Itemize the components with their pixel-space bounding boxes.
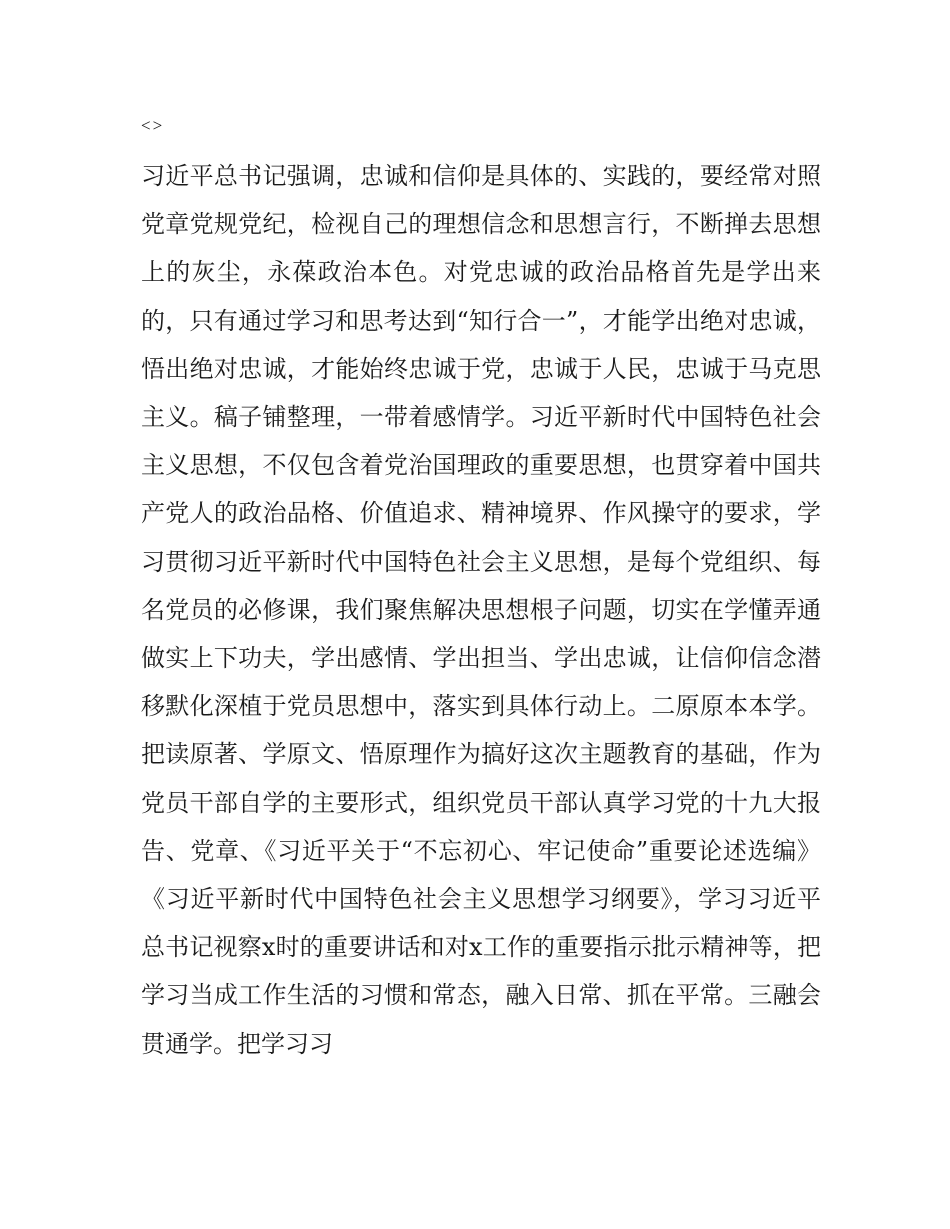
body-paragraph: 习近平总书记强调，忠诚和信仰是具体的、实践的，要经常对照党章党规党纪，检视自己的理想信念和思想言行，不断掸去思想上的灰尘，永葆政治本色。对党忠诚的政治品格首先是学出来的，只有通过学习和思考达到“知行合一”，才能学出绝对忠诚，悟出绝对忠诚，才能始终忠诚于党，忠诚于人民，忠诚于马克思主义。稿子铺整理，一带着感情学。习近平新时代中国特色社会主义思想，不仅包含着党治国理政的重要思想，也贯穿着中国共产党人的政治品格、价值追求、精神境界、作风操守的要求，学习贯彻习近平新时代中国特色社会主义思想，是每个党组织、每名党员的必修课，我们聚焦解决思想根子问题，切实在学懂弄通做实上下功夫，学出感情、学出担当、学出忠诚，让信仰信念潜移默化深植于党员思想中，落实到具体行动上。二原原本本学。把读原著、学原文、悟原理作为搞好这次主题教育的基础，作为党员干部自学的主要形式，组织党员干部认真学习党的十九大报告、党章、《习近平关于“不忘初心、牢记使命”重要论述选编》《习近平新时代中国特色社会主义思想学习纲要》，学习习近平总书记视察x时的重要讲话和对x工作的重要指示批示精神等，把学习当成工作生活的习惯和常态，融入日常、抓在平常。三融会贯通学。把学习习 [141,162,821,1058]
page-marker: <> [141,116,165,135]
